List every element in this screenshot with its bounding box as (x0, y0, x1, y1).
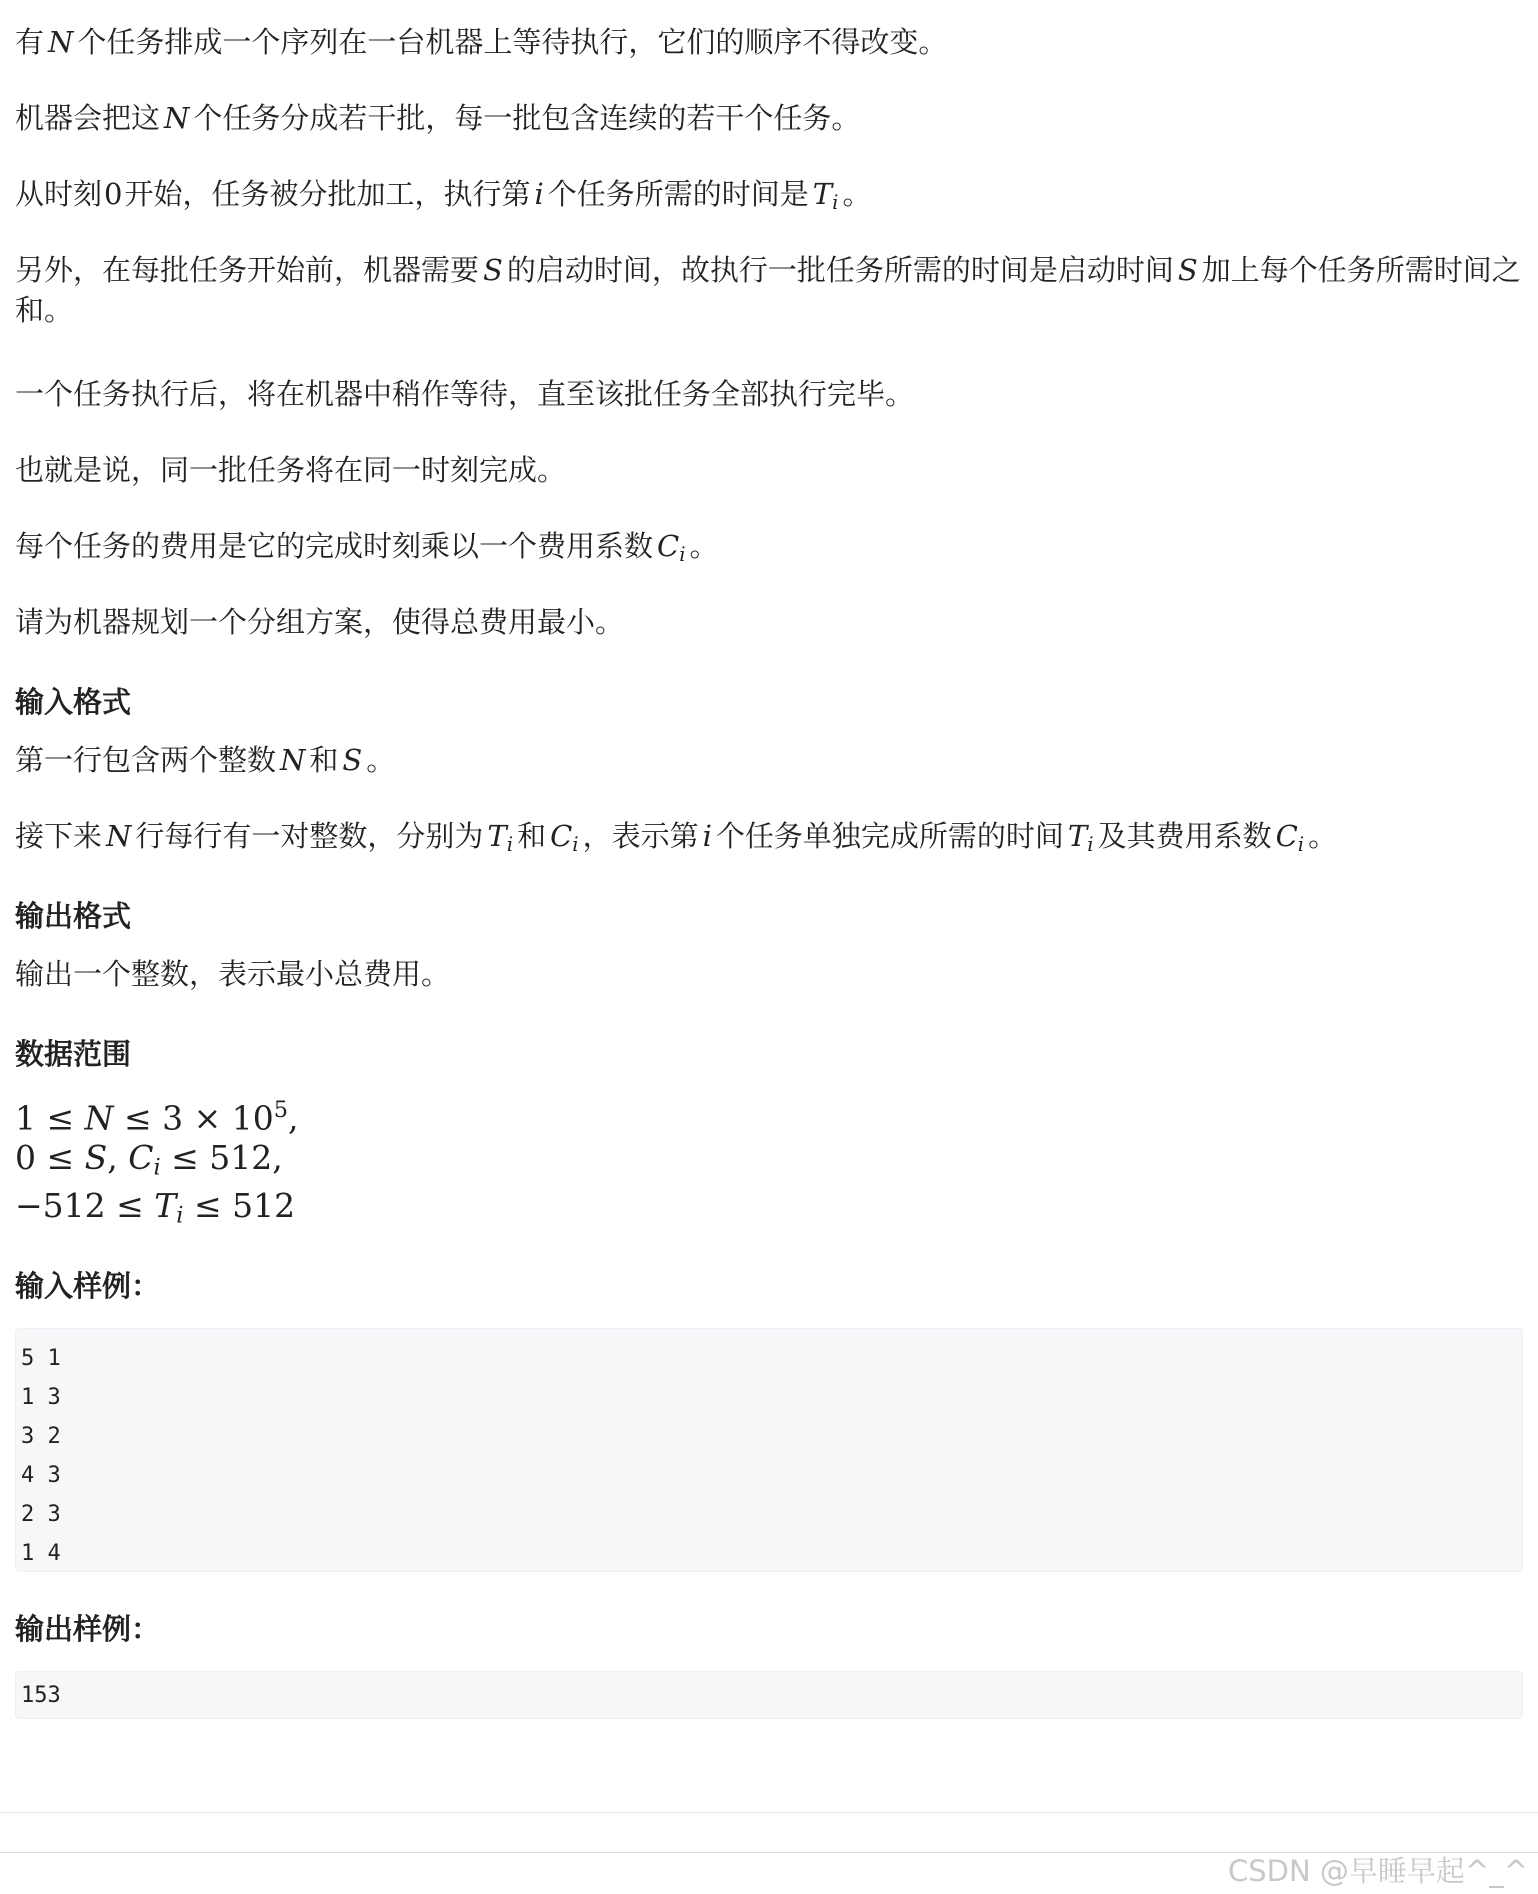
math-text: , (107, 1138, 129, 1177)
math-subscript: i (832, 190, 839, 214)
text: 另外，在每批任务开始前，机器需要 (15, 253, 480, 287)
text: 加上每个任务所需时间之和。 (15, 253, 1521, 327)
math-num: 0 (104, 177, 123, 211)
math-var-T: T (812, 177, 833, 211)
code-line: 5 1 (21, 1346, 61, 1371)
math-subscript: i (1297, 832, 1305, 856)
paragraph-4 (15, 250, 1525, 330)
csdn-watermark: CSDN @早睡早起^_^ (1228, 1854, 1528, 1888)
math-var (809, 177, 843, 214)
paragraph-5: 一个任务执行后，将在机器中稍作等待，直至该批任务全部执行完毕。 (15, 377, 915, 411)
code-line: 153 (21, 1683, 61, 1708)
text: 从时刻 (15, 177, 103, 211)
math-var (546, 819, 583, 856)
math-var: i (534, 177, 544, 211)
math-subscript: i (1087, 832, 1094, 856)
math-var (128, 1138, 161, 1181)
math-var (154, 1186, 184, 1229)
text: 有 (15, 25, 45, 59)
math-subscript: i (506, 832, 514, 856)
text: 和 (517, 819, 547, 853)
math-var (1272, 819, 1309, 856)
paragraph-2 (15, 98, 860, 138)
input-format-heading: 输入格式 (15, 685, 132, 719)
text: 行每行有一对整数，分别为 (135, 819, 484, 853)
math-var: N (106, 819, 132, 853)
math-var: S (1177, 253, 1198, 287)
text: 及其费用系数 (1097, 819, 1272, 853)
text: 。 (1308, 819, 1338, 853)
math-var-C: C (657, 529, 680, 563)
math-var-C: C (1275, 819, 1298, 853)
math-var: N (164, 101, 190, 135)
text: 。 (842, 177, 872, 211)
math-var: i (702, 819, 712, 853)
paragraph-6: 也就是说，同一批任务将在同一时刻完成。 (15, 453, 567, 487)
sample-input-code[interactable] (15, 1328, 1523, 1572)
math-text: ≤ 512 (183, 1186, 296, 1225)
math-var-C: C (128, 1138, 154, 1177)
text: 开始，任务被分批加工，执行第 (124, 177, 531, 211)
math-text: ≤ 512, (160, 1138, 283, 1177)
math-superscript: 5 (273, 1097, 289, 1123)
math-var (483, 819, 517, 856)
math-var (1064, 819, 1098, 856)
divider (0, 1812, 1538, 1813)
math-var-T: T (1067, 819, 1088, 853)
code-line: 1 4 (21, 1541, 61, 1566)
text: 的启动时间，故执行一批任务所需的时间是启动时间 (506, 253, 1174, 287)
math-var: S (483, 253, 503, 287)
paragraph-7 (15, 526, 719, 575)
math-text: , (288, 1098, 299, 1138)
math-text: ≤ 3 × 10 (113, 1098, 274, 1138)
text: 个任务所需的时间是 (547, 177, 809, 211)
data-range-heading: 数据范围 (15, 1037, 132, 1071)
paragraph-1 (15, 22, 947, 62)
text: 个任务分成若干批，每一批包含连续的若干个任务。 (193, 101, 861, 135)
code-line: 3 2 (21, 1424, 61, 1449)
text: 个任务单独完成所需的时间 (715, 819, 1064, 853)
math-text: 0 ≤ (15, 1138, 85, 1177)
text: 。 (689, 529, 719, 563)
text: 机器会把这 (15, 101, 161, 135)
sample-output-heading: 输出样例： (15, 1612, 161, 1646)
paragraph-3 (15, 174, 871, 223)
text: 个任务排成一个序列在一台机器上等待执行，它们的顺序不得改变。 (77, 25, 948, 59)
code-line: 2 3 (21, 1502, 61, 1527)
math-var: N (48, 25, 74, 59)
math-var-T: T (487, 819, 507, 853)
data-range-line-3 (15, 1182, 295, 1240)
math-var (653, 529, 690, 566)
math-var: N (84, 1098, 114, 1138)
sample-input-heading: 输入样例： (15, 1269, 161, 1303)
text: 第一行包含两个整数 (15, 743, 277, 777)
input-format-line-1 (15, 740, 395, 780)
text: 每个任务的费用是它的完成时刻乘以一个费用系数 (15, 529, 654, 563)
math-var: S (84, 1138, 108, 1177)
text: 。 (366, 743, 396, 777)
math-text: 1 ≤ (15, 1098, 85, 1138)
math-text: −512 ≤ (15, 1186, 155, 1225)
math-var-T: T (154, 1186, 177, 1225)
text: 接下来 (15, 819, 103, 853)
math-var: N (280, 743, 306, 777)
sample-output-code[interactable] (15, 1671, 1523, 1719)
math-var-C: C (550, 819, 573, 853)
text: ，表示第 (582, 819, 699, 853)
input-format-line-2 (15, 816, 1337, 865)
code-line: 4 3 (21, 1463, 61, 1488)
output-format-heading: 输出格式 (15, 899, 132, 933)
code-line: 1 3 (21, 1385, 61, 1410)
paragraph-8: 请为机器规划一个分组方案，使得总费用最小。 (15, 605, 625, 639)
math-subscript: i (153, 1154, 161, 1181)
math-subscript: i (679, 542, 686, 566)
math-var: S (342, 743, 363, 777)
math-subscript: i (572, 832, 579, 856)
output-format-text: 输出一个整数，表示最小总费用。 (15, 957, 451, 991)
math-subscript: i (176, 1202, 184, 1229)
text: 和 (309, 743, 339, 777)
